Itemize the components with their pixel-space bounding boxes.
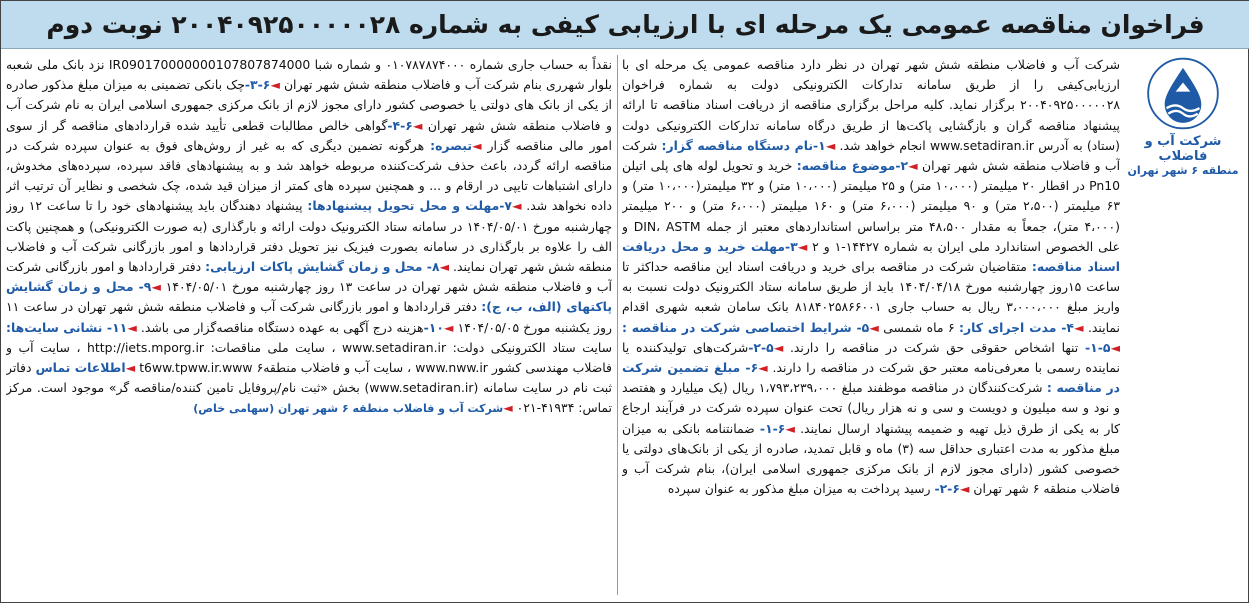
arrow-left-icon: ◄ [472,137,482,153]
arrow-left-icon: ◄ [758,360,768,376]
section-3-text: متقاضیان شرکت در مناقصه برای خرید و دریافت اسناد این مناقصه حداکثر تا ساعت ۱۵روز چهارشنبه مورخ ۱۴۰۴/۰۴/۱۸ باید از طریق سامانه ستاد الکترونیک دولت نسبت به واریز مبلغ ۳،۰۰۰،۰۰۰ ریال به حساب جاری ۸۱۸۴۰۲۵۸۶۶۰۰۱ بانک سامان شعبه شهری اقدام نمایند. [622,259,1120,335]
section-7-heading: ۷-مهلت و محل تحویل پیشنهادها: [307,198,512,214]
arrow-left-icon: ◄ [825,137,836,153]
page-title: فراخوان مناقصه عمومی یک مرحله ای با ارزیابی کیفی به شماره ۲۰۰۴۰۹۲۵۰۰۰۰۰۲۸ نوبت دوم [46,10,1205,39]
section-10-heading: ۱۰- [423,319,444,335]
section-11-heading: ۱۱- نشانی سایت‌ها: [6,319,128,335]
intro-text: شرکت آب و فاضلاب منطقه شش شهر تهران در نظر دارد مناقصه عمومی یک مرحله ای با ارزیابی‌کیفی را از طریق سامانه تدارکات الکترونیکی دولت به شماره فراخوان ۲۰۰۴۰۹۲۵۰۰۰۰۰۲۸ برگزار نماید. کلیه مراحل برگزاری مناقصه از دریافت اسناد مناقصه تا ارائه پیشنهاد مناقصه گران و بازگشایی پاکت‌ها از طریق درگاه سامانه تدارکات الکترونیکی دولت (ستاد) به آدرس www.setadiran.ir انجام خواهد شد. [622,57,1120,153]
arrow-left-icon: ◄ [503,400,513,416]
left-column-text [6,55,612,420]
arrow-left-icon: ◄ [1073,319,1084,335]
section-4-text: ۶ ماه شمسی [878,319,960,335]
section-2-text: خرید و تحویل لوله های پلی اتیلن Pn10 در اقطار ۲۰ میلیمتر (۱۰،۰۰۰ متر) و ۲۵ میلیمتر (۱۰،۰۰۰ متر) و ۳۲ میلیمتر(۱۰،۰۰۰ متر) و ۶۳ میلیمتر (۲،۵۰۰ متر) و ۹۰ میلیمتر (۶،۰۰۰ متر) و ۱۶۰ میلیمتر (۶،۰۰۰ متر) و ۲۰۰ میلیمتر (۴،۰۰۰ متر)، جمعاً به مقدار ۴۸،۵۰۰ متر براساس استانداردهای معتبر از جمله DIN، ASTM و علی الخصوص استاندارد ملی ایران به شماره ۱۴۴۲۷-۱ و ۲ [622,158,1120,254]
arrow-left-icon: ◄ [151,279,161,295]
arrow-left-icon: ◄ [773,339,784,355]
section-6-3-text: چک بانکی تضمینی به میزان مبلغ مذکور صادره از یکی از بانک های دولتی یا خصوصی کشور دارای مجوز لازم از بانک مرکزی جمهوری اسلامی ایران به نام شرکت آب و فاضلاب منطقه شش شهر تهران [6,77,612,133]
section-6-4-text: گواهی خالص مطالبات قطعی تأیید شده قراردادهای مناقصه گر از سوی امور مالی مناقصه گزار [6,117,612,153]
section-6-3-heading: ۶-۳- [244,77,271,93]
arrow-left-icon: ◄ [511,198,522,214]
note-text: هرگونه تضمین دیگری که به غیر از روش‌های فوق به عنوان سپرده شرکت در مناقصه ارائه گردد، باعث حذف شرکت‌کننده مربوطه خواهد شد و به پیشنهادهای فاقد سپرده، سپرده‌های مخدوش، دارای اشتباهات تایپی در ارقام و ... و همچنین سپرده های کمتر از میزان قید شده، چک شخصی و نظایر آن ترتیب اثر داده نخواهد شد. [6,137,612,214]
section-6-2-text: رسید پرداخت به میزان مبلغ مذکور به عنوان سپرده [667,481,935,497]
section-8-heading: ۸- محل و زمان گشایش پاکات ارزیابی: [205,259,440,275]
left-column [6,55,612,599]
section-6-4-heading: ۶-۴- [387,117,413,133]
section-6-1-text: ضمانتنامه بانکی به میزان مبلغ مذکور به مدت اعتباری حداقل سه (۳) ماه و قابل تمدید، صادره از یکی از بانک‌های دولتی یا خصوصی کشور (دارای مجوز لازم از بانک مرکزی جمهوری اسلامی ایران)، بنام شرکت آب و فاضلاب منطقه ۶ شهر تهران [622,420,1120,497]
section-5-2-heading: ۵-۲- [748,339,774,355]
section-1-heading: ۱-نام دستگاه مناقصه گزار: [661,137,826,153]
title-bar [1,1,1249,49]
arrow-left-icon: ◄ [797,238,808,254]
right-column [622,55,1120,599]
section-5-2-text: شرکت‌های تولیدکننده یا نماینده رسمی با معرفی‌نامه معتبر حق شرکت در مناقصه را دارند. [622,339,1120,376]
arrow-left-icon: ◄ [869,319,879,335]
company-logo [1124,55,1242,177]
arrow-left-icon: ◄ [908,158,918,174]
section-2-heading: ۲-موضوع مناقصه: [796,158,909,174]
section-3-heading: ۳-مهلت خرید و محل دریافت اسناد مناقصه: [622,238,1120,275]
arrow-left-icon: ◄ [1110,339,1120,355]
logo-company-name: شرکت آب و فاضلاب [1144,134,1222,164]
section-8-text: دفتر قراردادها و امور بازرگانی شرکت آب و فاضلاب منطقه شش شهر تهران در ساعت ۱۳ روز چهارشنبه مورخ ۱۴۰۴/۰۵/۰۱ [6,259,612,295]
deposit-account-text: نقداً به حساب جاری شماره ۰۱۰۷۸۷۸۷۴۰۰۰ و شماره شبا IR090170000000107807874000 نزد بانک ملی شعبه بلوار شهرری بنام شرکت آب و فاضلاب منطقه شش شهر تهران [6,57,612,93]
section-4-heading: ۴- مدت اجرای کار: [959,319,1074,335]
arrow-left-icon: ◄ [127,319,137,335]
water-drop-logo-icon [1141,55,1225,132]
section-5-1-text: تنها اشخاص حقوقی حق شرکت در مناقصه را دارند. [783,339,1085,355]
arrow-left-icon: ◄ [439,259,450,275]
arrow-left-icon: ◄ [959,481,970,497]
section-11-text: سایت ستاد الکترونیکی دولت: www.setadiran.ir ، سایت ملی مناقصات: http://iets.mporg.ir ، سایت آب و فاضلاب مهندسی کشور www.nww.ir ، سایت آب و فاضلاب منطقه۶ t6ww.tpww.ir.www [6,339,612,376]
section-12-text: دفاتر ثبت نام در سایت سامانه (www.setadiran.ir) بخش «ثبت نام/پروفایل تامین کننده/مناقصه گر» موجود است. مرکز تماس: ۴۱۹۳۴-۰۲۱ [6,360,612,416]
section-9-heading: ۹- محل و زمان گشایش پاکتهای (الف، ب، ج): [6,279,612,315]
section-6-1-heading: ۶-۱- [759,420,786,436]
section-6-heading: ۶- مبلغ تضمین شرکت در مناقصه : [622,360,1120,396]
section-10-text: هزینه درج آگهی به عهده دستگاه مناقصه‌گزار می باشد. [136,319,424,335]
arrow-left-icon: ◄ [125,360,136,376]
section-6-text: شرکت‌کنندگان در مناقصه موظفند مبلغ ۱،۷۹۳،۲۳۹،۰۰۰ ریال (یک میلیارد و هفتصد و نود و سه میلیون و دویست و سی و نه هزار ریال) تحت عنوان سپرده شرکت در فرآیند ارجاع کار به یکی از طرق ذیل تهیه و ضمیمه پیشنهاد ارسال نمایند. [622,380,1120,436]
section-5-1-heading: ۵-۱- [1085,339,1111,355]
right-column-text [622,55,1120,499]
arrow-left-icon: ◄ [270,77,280,93]
note-heading: تبصره: [430,137,473,153]
section-12-heading: اطلاعات تماس [35,360,126,376]
arrow-left-icon: ◄ [785,420,795,436]
section-6-2-heading: ۶-۲- [934,481,960,497]
section-7-text: پیشنهاد دهندگان باید پیشنهادهای خود را تا ساعت ۱۲ روز چهارشنبه مورخ ۱۴۰۴/۰۵/۰۱ در سامانه ستاد الکترونیک دولت ارائه و بارگذاری (به صورت الکترونیکی) و همچنین پاکت الف را علاوه بر بارگذاری در سامانه بصورت فیزیک نیز تحویل دفتر قراردادها و امور بازرگانی شرکت آب و فاضلاب منطقه شش شهر تهران نمایند. [6,198,612,275]
section-1-text: شرکت آب و فاضلاب منطقه شش شهر تهران [622,137,1120,174]
section-9-text: دفتر قراردادها و امور بازرگانی شرکت آب و فاضلاب منطقه شش شهر تهران در ساعت ۱۱ روز یکشنبه مورخ ۱۴۰۴/۰۵/۰۵ [6,299,612,335]
arrow-left-icon: ◄ [443,319,454,335]
section-5-heading: ۵- شرایط اختصاصی شرکت در مناقصه : [622,319,870,335]
footer-signature: شرکت آب و فاضلاب منطقه ۶ شهر تهران (سهامی خاص) [193,402,504,416]
column-divider [617,55,618,595]
arrow-left-icon: ◄ [412,117,423,133]
logo-company-region: منطقه ۶ شهر تهران [1127,164,1239,177]
